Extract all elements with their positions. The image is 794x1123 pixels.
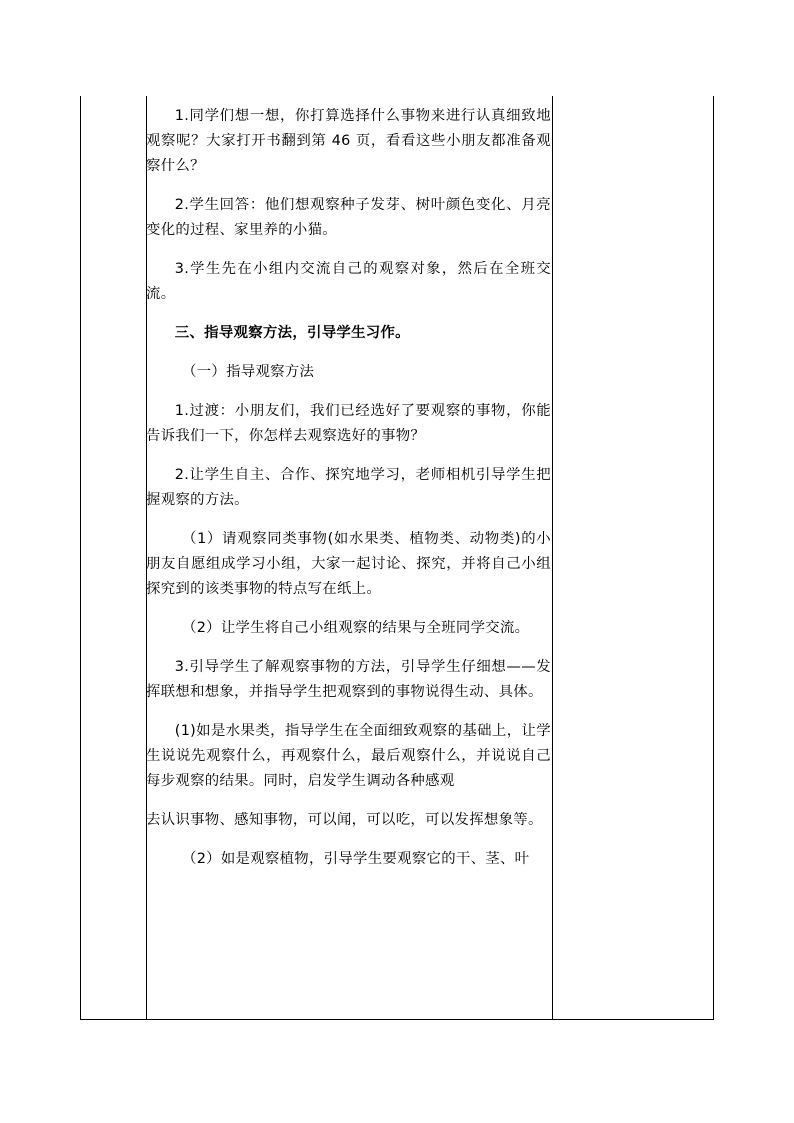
- table-border-left: [80, 96, 81, 1020]
- paragraph: 1.同学们想一想，你打算选择什么事物来进行认真细致地观察呢？大家打开书翻到第 46 页，看看这些小朋友都准备观察什么？: [146, 108, 551, 174]
- lesson-content-cell: [146, 104, 551, 886]
- paragraph: 去认识事物、感知事物，可以闻，可以吃，可以发挥想象等。: [146, 812, 543, 828]
- table-border-right: [713, 96, 714, 1020]
- paragraph: 2.让学生自主、合作、探究地学习，老师相机引导学生把握观察的方法。: [146, 467, 551, 508]
- table-border-column: [552, 96, 553, 1020]
- paragraph: （2）让学生将自己小组观察的结果与全班同学交流。: [182, 620, 530, 636]
- subsection-heading: （一）指导观察方法: [182, 364, 315, 380]
- paragraph: 2.学生回答：他们想观察种子发芽、树叶颜色变化、月亮变化的过程、家里养的小猫。: [146, 197, 551, 238]
- paragraph: 1.过渡：小朋友们，我们已经选好了要观察的事物，你能告诉我们一下，你怎样去观察选好的事物？: [146, 403, 551, 444]
- paragraph: （1）请观察同类事物(如水果类、植物类、动物类)的小朋友自愿组成学习小组，大家一起讨论、探究，并将自己小组探究到的该类事物的特点写在纸上。: [146, 531, 551, 597]
- paragraph: 3.学生先在小组内交流自己的观察对象，然后在全班交流。: [146, 261, 551, 302]
- paragraph: 3.引导学生了解观察事物的方法，引导学生仔细想——发挥联想和想象，并指导学生把观察到的事物说得生动、具体。: [146, 659, 551, 700]
- paragraph: （2）如是观察植物，引导学生要观察它的干、茎、叶: [182, 851, 530, 867]
- paragraph: (1)如是水果类，指导学生在全面细致观察的基础上，让学生说说先观察什么，再观察什么，最后观察什么，并说说自己每步观察的结果。同时，启发学生调动各种感观: [146, 723, 551, 789]
- section-heading: 三、指导观察方法，引导学生习作。: [174, 325, 410, 341]
- table-border-bottom: [80, 1019, 713, 1020]
